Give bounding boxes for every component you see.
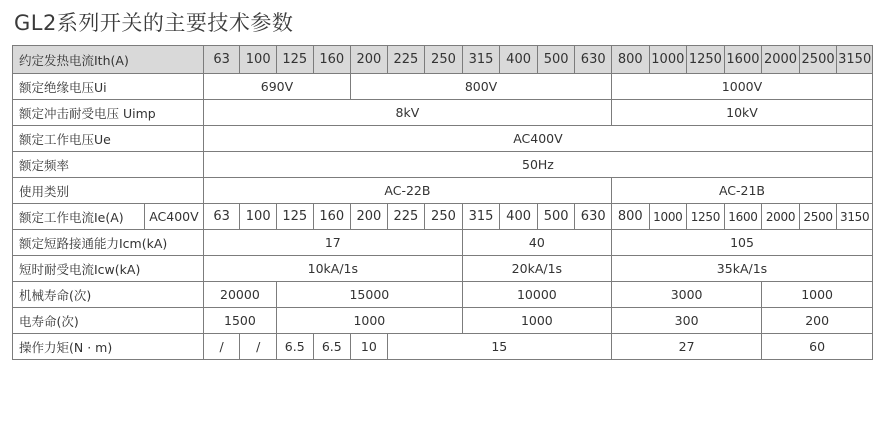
ie-value: 3150 [837, 204, 873, 230]
row-label-uimp: 额定冲击耐受电压 Uimp [13, 100, 204, 126]
ith-value: 225 [387, 46, 425, 74]
row-label-frequency: 额定频率 [13, 152, 204, 178]
electrical-life-value: 1000 [276, 308, 462, 334]
category-value: AC-21B [611, 178, 872, 204]
table-row-torque [13, 334, 873, 360]
torque-value: 6.5 [276, 334, 313, 360]
torque-value: 15 [387, 334, 611, 360]
table-row-uimp [13, 100, 873, 126]
ith-value: 1600 [724, 46, 762, 74]
ie-value: 63 [203, 204, 240, 230]
ie-voltage-label: AC400V [144, 204, 203, 230]
icm-value: 17 [203, 230, 462, 256]
row-label-ie: 额定工作电流Ie(A) [13, 204, 145, 230]
table-row-ith [13, 46, 873, 74]
ie-value: 225 [387, 204, 425, 230]
ue-value: AC400V [203, 126, 872, 152]
ith-value: 1250 [687, 46, 725, 74]
uimp-value: 8kV [203, 100, 611, 126]
table-row-ue [13, 126, 873, 152]
ith-value: 63 [203, 46, 240, 74]
table-row-electrical-life [13, 308, 873, 334]
ie-value: 200 [351, 204, 388, 230]
ie-value: 400 [500, 204, 538, 230]
ui-value: 1000V [611, 74, 872, 100]
table-row-ui [13, 74, 873, 100]
row-label-electrical-life: 电寿命(次) [13, 308, 204, 334]
uimp-value: 10kV [611, 100, 872, 126]
icm-value: 40 [462, 230, 611, 256]
technical-parameters-table [12, 45, 873, 360]
electrical-life-value: 1500 [203, 308, 276, 334]
electrical-life-value: 200 [762, 308, 873, 334]
electrical-life-value: 1000 [462, 308, 611, 334]
ith-value: 500 [537, 46, 575, 74]
ie-value: 160 [313, 204, 351, 230]
table-row-ie [13, 204, 873, 230]
row-label-mechanical-life: 机械寿命(次) [13, 282, 204, 308]
mechanical-life-value: 15000 [276, 282, 462, 308]
ie-value: 125 [276, 204, 313, 230]
ie-value: 250 [425, 204, 463, 230]
torque-value: 27 [611, 334, 761, 360]
frequency-value: 50Hz [203, 152, 872, 178]
ui-value: 690V [203, 74, 350, 100]
ith-value: 200 [351, 46, 388, 74]
ith-value: 3150 [837, 46, 873, 74]
icw-value: 10kA/1s [203, 256, 462, 282]
table-row-icm [13, 230, 873, 256]
ith-value: 800 [611, 46, 649, 74]
ith-value: 160 [313, 46, 351, 74]
row-label-icm: 额定短路接通能力Icm(kA) [13, 230, 204, 256]
page-title: GL2系列开关的主要技术参数 [14, 11, 294, 35]
row-label-icw: 短时耐受电流Icw(kA) [13, 256, 204, 282]
mechanical-life-value: 3000 [611, 282, 761, 308]
mechanical-life-value: 10000 [462, 282, 611, 308]
mechanical-life-value: 1000 [762, 282, 873, 308]
ie-value: 1600 [724, 204, 762, 230]
mechanical-life-value: 20000 [203, 282, 276, 308]
ie-value: 2500 [799, 204, 837, 230]
row-label-ith: 约定发热电流Ith(A) [13, 46, 204, 74]
ie-value: 315 [462, 204, 500, 230]
electrical-life-value: 300 [611, 308, 761, 334]
ith-value: 630 [575, 46, 612, 74]
ith-value: 100 [240, 46, 277, 74]
ie-value: 630 [575, 204, 612, 230]
torque-value: / [240, 334, 277, 360]
torque-value: / [203, 334, 240, 360]
ith-value: 1000 [649, 46, 687, 74]
row-label-ue: 额定工作电压Ue [13, 126, 204, 152]
icm-value: 105 [611, 230, 872, 256]
ie-value: 2000 [762, 204, 800, 230]
torque-value: 60 [762, 334, 873, 360]
torque-value: 10 [351, 334, 388, 360]
ie-value: 500 [537, 204, 575, 230]
ith-value: 315 [462, 46, 500, 74]
ith-value: 250 [425, 46, 463, 74]
row-label-ui: 额定绝缘电压Ui [13, 74, 204, 100]
ie-value: 1250 [687, 204, 725, 230]
ui-value: 800V [351, 74, 612, 100]
row-label-torque: 操作力矩(N · m) [13, 334, 204, 360]
table-row-category [13, 178, 873, 204]
table-row-mechanical-life [13, 282, 873, 308]
ie-value: 1000 [649, 204, 687, 230]
category-value: AC-22B [203, 178, 611, 204]
icw-value: 20kA/1s [462, 256, 611, 282]
ith-value: 2000 [762, 46, 800, 74]
icw-value: 35kA/1s [611, 256, 872, 282]
ith-value: 2500 [799, 46, 837, 74]
ie-value: 800 [611, 204, 649, 230]
ie-value: 100 [240, 204, 277, 230]
ith-value: 125 [276, 46, 313, 74]
row-label-category: 使用类别 [13, 178, 204, 204]
ith-value: 400 [500, 46, 538, 74]
torque-value: 6.5 [313, 334, 351, 360]
table-row-frequency [13, 152, 873, 178]
table-row-icw [13, 256, 873, 282]
